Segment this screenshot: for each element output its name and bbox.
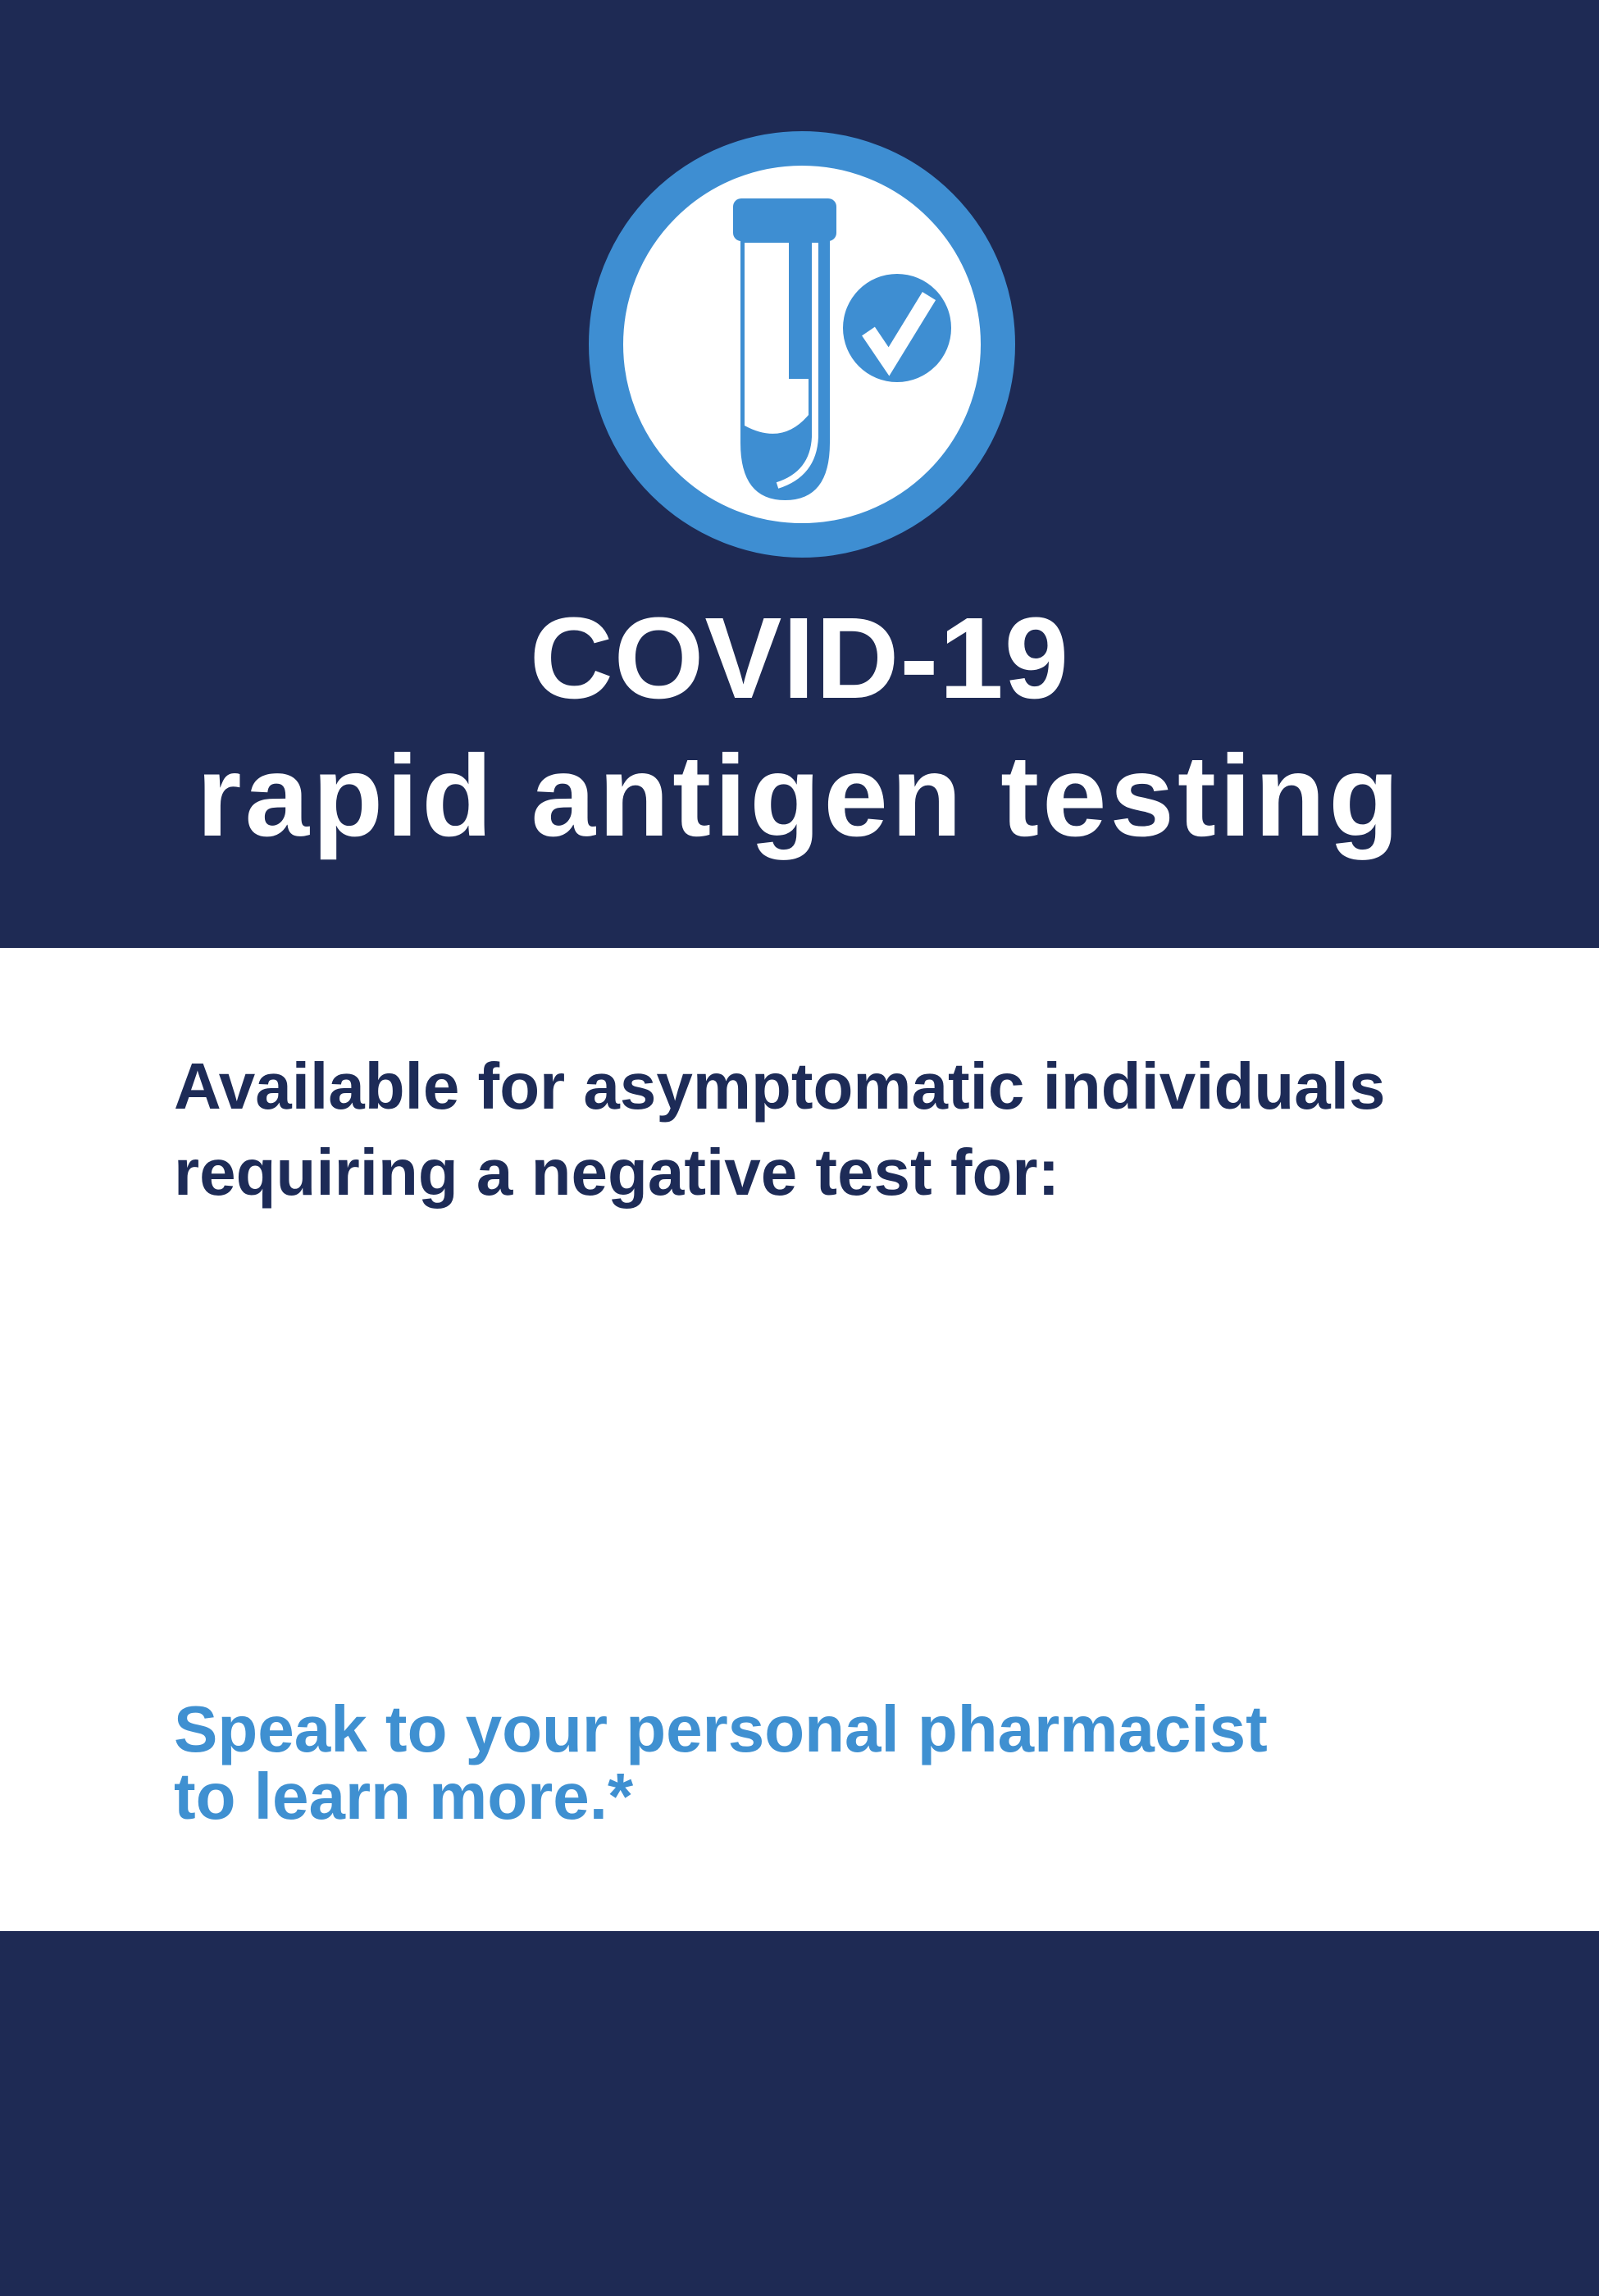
availability-line1: Available for asymptomatic individuals — [174, 1050, 1386, 1123]
cta-line2: to learn more.* — [174, 1760, 634, 1833]
cta-text — [174, 1692, 1268, 1833]
poster-title-line1: COVID-19 — [529, 593, 1070, 722]
test-tube-cap — [733, 198, 836, 241]
availability-line2: requiring a negative test for: — [174, 1136, 1060, 1209]
availability-text — [174, 1043, 1385, 1215]
footer-band — [0, 1931, 1599, 2296]
test-tube-check-icon — [574, 107, 1033, 566]
cta-line1: Speak to your personal pharmacist — [174, 1692, 1268, 1765]
header-band — [0, 0, 1599, 948]
poster-title-line2: rapid antigen testing — [196, 731, 1403, 860]
check-circle — [843, 274, 951, 382]
